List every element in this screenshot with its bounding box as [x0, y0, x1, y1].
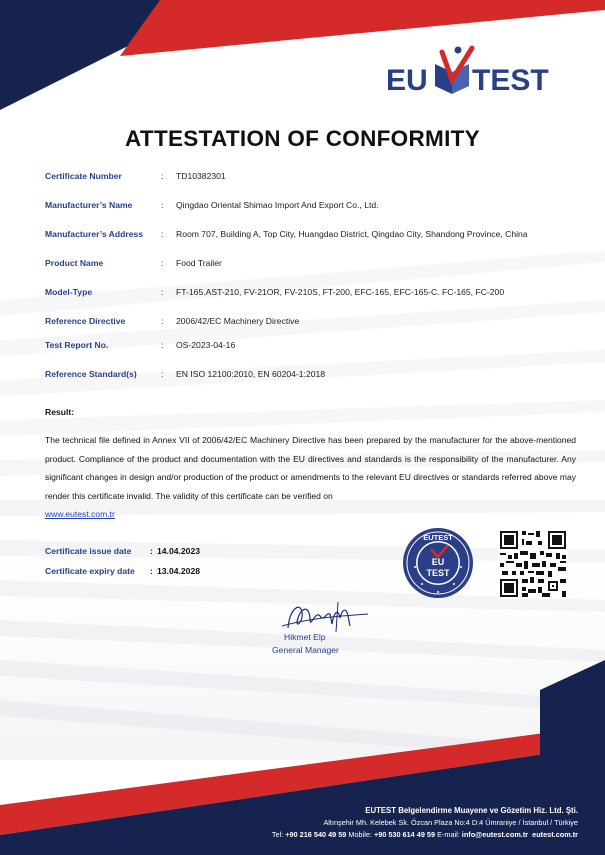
- field-label: Product Name: [45, 258, 104, 268]
- seal-top-text: EUTEST: [423, 533, 453, 542]
- field-separator: :: [161, 171, 164, 181]
- field-separator: :: [161, 287, 164, 297]
- field-label: Model-Type: [45, 287, 93, 297]
- date-separator: :: [150, 546, 153, 556]
- seal-center-eu: EU: [431, 557, 445, 567]
- footer-mobile[interactable]: +90 530 614 49 59: [373, 830, 436, 839]
- field-label: Test Report No.: [45, 340, 109, 350]
- field-label: Manufacturer’s Name: [45, 200, 133, 210]
- field-separator: :: [161, 340, 164, 350]
- date-separator: :: [150, 566, 153, 576]
- signer-title: General Manager: [272, 645, 339, 655]
- field-separator: :: [161, 200, 164, 210]
- footer-tel[interactable]: +90 216 540 49 59: [285, 830, 347, 839]
- field-value: TD10382301: [176, 171, 226, 181]
- field-separator: :: [161, 229, 164, 239]
- field-value: EN ISO 12100:2010, EN 60204-1:2018: [176, 369, 326, 379]
- date-value: 13.04.2028: [157, 566, 201, 576]
- eutest-logo: [386, 42, 566, 102]
- result-text: The technical file defined in Annex VII of 2006/42/EC Machinery Directive has been prepared by the manufacturer for the above-mentioned product. Compliance of the product and documentation with the EU directives and standards is the responsibility of the manufacturer. Any significant changes in design and/or production of the product or amendments to the relevant EU directives or standards referred above may render this certificate invalid. The validity of this certificate can be verified on: [45, 435, 576, 501]
- field-value: 2006/42/EC Machinery Directive: [176, 316, 300, 326]
- field-value: Food Trailer: [176, 258, 222, 268]
- footer-email[interactable]: info@eutest.com.tr: [461, 830, 529, 839]
- certificate-issue-date: [45, 546, 201, 556]
- footer-address: Altınşehir Mh. Kelebek Sk. Özcan Plaza No:4 D:4 Ümraniye / İstanbul / Türkiye: [323, 818, 578, 827]
- field-label: Certificate Number: [45, 171, 122, 181]
- verification-link[interactable]: www.eutest.com.tr: [45, 509, 115, 519]
- page-title: ATTESTATION OF CONFORMITY: [125, 126, 480, 151]
- logo-text-eu: EU: [386, 64, 428, 97]
- field-value: Room 707, Building A, Top City, Huangdao District, Qingdao City, Shandong Province, China: [176, 229, 528, 239]
- field-label: Manufacturer’s Address: [45, 229, 144, 239]
- field-value: FT-165.AST-210, FV-21OR, FV-210S, FT-200, EFC-165, EFC-165-C. FC-165, FC-200: [176, 287, 505, 297]
- field-separator: :: [161, 258, 164, 268]
- qr-code[interactable]: [498, 529, 568, 599]
- signer-name: Hikmet Elp: [284, 632, 326, 642]
- field-separator: :: [161, 369, 164, 379]
- footer-email-label: E-mail:: [437, 830, 460, 839]
- footer-web[interactable]: eutest.com.tr: [532, 830, 578, 839]
- certificate-expiry-date: [45, 566, 201, 576]
- field-value: Qingdao Oriental Shimao Import And Export Co., Ltd.: [176, 200, 379, 210]
- result-paragraph: [45, 431, 576, 524]
- date-label: Certificate expiry date: [45, 566, 135, 576]
- field-value: OS-2023-04-16: [176, 340, 236, 350]
- field-separator: :: [161, 316, 164, 326]
- footer-mobile-label: Mobile:: [348, 830, 372, 839]
- result-heading: Result:: [45, 407, 75, 417]
- field-label: Reference Directive: [45, 316, 126, 326]
- footer: [272, 805, 578, 841]
- field-label: Reference Standard(s): [45, 369, 137, 379]
- footer-tel-label: Tel:: [271, 830, 284, 839]
- footer-company: EUTEST Belgelendirme Muayene ve Gözetim Hiz. Ltd. Şti.: [365, 806, 578, 815]
- signer-block: [272, 631, 339, 657]
- logo-book-emblem-icon: [435, 47, 472, 95]
- date-value: 14.04.2023: [157, 546, 201, 556]
- date-label: Certificate issue date: [45, 546, 132, 556]
- footer-contacts: [272, 829, 578, 841]
- logo-text-test: TEST: [472, 64, 549, 97]
- eutest-seal-stamp: [402, 527, 474, 599]
- seal-center-test: TEST: [426, 568, 450, 578]
